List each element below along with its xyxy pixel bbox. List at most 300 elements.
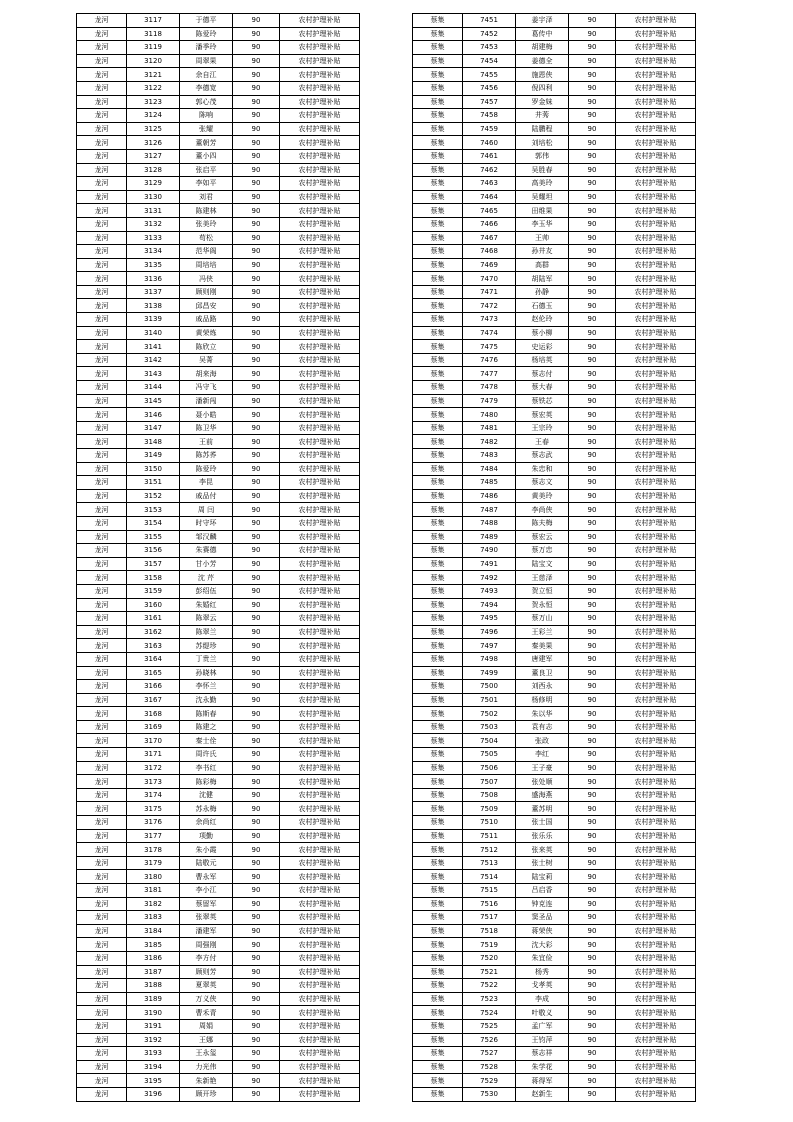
- name-cell: 王钧萍: [516, 1033, 569, 1047]
- amount-cell: 90: [569, 353, 616, 367]
- name-cell: 沈大彩: [516, 938, 569, 952]
- subsidy-type-cell: 农村护理补贴: [280, 911, 360, 925]
- subsidy-type-cell: 农村护理补贴: [280, 1074, 360, 1088]
- name-cell: 王宗玲: [516, 421, 569, 435]
- town-cell: 龙河: [77, 571, 127, 585]
- name-cell: 王永玺: [180, 1047, 233, 1061]
- table-row: [77, 285, 360, 299]
- amount-cell: 90: [569, 979, 616, 993]
- subsidy-type-cell: 农村护理补贴: [280, 435, 360, 449]
- number-cell: 3185: [127, 938, 180, 952]
- amount-cell: 90: [569, 149, 616, 163]
- name-cell: 李成: [516, 992, 569, 1006]
- town-cell: 蔡集: [413, 843, 463, 857]
- table-row: [413, 802, 696, 816]
- town-cell: 龙河: [77, 734, 127, 748]
- name-cell: 丁贵兰: [180, 652, 233, 666]
- town-cell: 蔡集: [413, 163, 463, 177]
- name-cell: 范华阁: [180, 245, 233, 259]
- table-row: [413, 1047, 696, 1061]
- number-cell: 3123: [127, 95, 180, 109]
- name-cell: 顾开珍: [180, 1087, 233, 1101]
- subsidy-type-cell: 农村护理补贴: [616, 163, 696, 177]
- number-cell: 3152: [127, 489, 180, 503]
- name-cell: 陈斯春: [180, 707, 233, 721]
- amount-cell: 90: [569, 1006, 616, 1020]
- number-cell: 7470: [463, 272, 516, 286]
- subsidy-type-cell: 农村护理补贴: [616, 340, 696, 354]
- table-row: [413, 381, 696, 395]
- number-cell: 7517: [463, 911, 516, 925]
- number-cell: 3160: [127, 598, 180, 612]
- subsidy-type-cell: 农村护理补贴: [280, 27, 360, 41]
- town-cell: 龙河: [77, 258, 127, 272]
- number-cell: 7526: [463, 1033, 516, 1047]
- name-cell: 冯侠: [180, 272, 233, 286]
- town-cell: 龙河: [77, 177, 127, 191]
- number-cell: 3163: [127, 639, 180, 653]
- subsidy-type-cell: 农村护理补贴: [616, 190, 696, 204]
- town-cell: 龙河: [77, 95, 127, 109]
- subsidy-type-cell: 农村护理补贴: [280, 81, 360, 95]
- name-cell: 王子豪: [516, 761, 569, 775]
- table-row: [77, 612, 360, 626]
- number-cell: 3136: [127, 272, 180, 286]
- table-body-right: [413, 14, 696, 1102]
- amount-cell: 90: [569, 734, 616, 748]
- town-cell: 龙河: [77, 1019, 127, 1033]
- subsidy-type-cell: 农村护理补贴: [616, 122, 696, 136]
- subsidy-type-cell: 农村护理补贴: [280, 557, 360, 571]
- subsidy-type-cell: 农村护理补贴: [280, 816, 360, 830]
- number-cell: 3184: [127, 924, 180, 938]
- name-cell: 郭伟: [516, 149, 569, 163]
- name-cell: 姜德全: [516, 54, 569, 68]
- town-cell: 蔡集: [413, 707, 463, 721]
- table-row: [77, 1087, 360, 1101]
- amount-cell: 90: [233, 734, 280, 748]
- town-cell: 蔡集: [413, 95, 463, 109]
- town-cell: 蔡集: [413, 136, 463, 150]
- number-cell: 7500: [463, 680, 516, 694]
- subsidy-type-cell: 农村护理补贴: [280, 856, 360, 870]
- town-cell: 蔡集: [413, 367, 463, 381]
- town-cell: 蔡集: [413, 122, 463, 136]
- town-cell: 蔡集: [413, 924, 463, 938]
- number-cell: 3117: [127, 14, 180, 28]
- subsidy-type-cell: 农村护理补贴: [616, 856, 696, 870]
- town-cell: 龙河: [77, 788, 127, 802]
- name-cell: 史运彩: [516, 340, 569, 354]
- town-cell: 龙河: [77, 326, 127, 340]
- town-cell: 蔡集: [413, 109, 463, 123]
- number-cell: 3124: [127, 109, 180, 123]
- number-cell: 3157: [127, 557, 180, 571]
- name-cell: 吴耀坦: [516, 190, 569, 204]
- name-cell: 余尚红: [180, 816, 233, 830]
- table-row: [413, 1087, 696, 1101]
- table-row: [77, 924, 360, 938]
- town-cell: 蔡集: [413, 598, 463, 612]
- name-cell: 张美玲: [180, 217, 233, 231]
- amount-cell: 90: [233, 163, 280, 177]
- amount-cell: 90: [233, 435, 280, 449]
- name-cell: 蔡留军: [180, 897, 233, 911]
- subsidy-type-cell: 农村护理补贴: [616, 476, 696, 490]
- name-cell: 李尚侠: [516, 503, 569, 517]
- amount-cell: 90: [569, 775, 616, 789]
- town-cell: 蔡集: [413, 489, 463, 503]
- number-cell: 7528: [463, 1060, 516, 1074]
- amount-cell: 90: [569, 285, 616, 299]
- number-cell: 3182: [127, 897, 180, 911]
- amount-cell: 90: [569, 462, 616, 476]
- table-row: [77, 680, 360, 694]
- table-row: [77, 1006, 360, 1020]
- name-cell: 吕启香: [516, 884, 569, 898]
- name-cell: 孟广军: [516, 1019, 569, 1033]
- amount-cell: 90: [569, 41, 616, 55]
- number-cell: 3158: [127, 571, 180, 585]
- subsidy-type-cell: 农村护理补贴: [280, 992, 360, 1006]
- table-row: [77, 435, 360, 449]
- town-cell: 龙河: [77, 109, 127, 123]
- number-cell: 3170: [127, 734, 180, 748]
- number-cell: 3192: [127, 1033, 180, 1047]
- number-cell: 7523: [463, 992, 516, 1006]
- town-cell: 蔡集: [413, 802, 463, 816]
- subsidy-type-cell: 农村护理补贴: [280, 1006, 360, 1020]
- table-row: [413, 81, 696, 95]
- subsidy-type-cell: 农村护理补贴: [616, 1087, 696, 1101]
- subsidy-type-cell: 农村护理补贴: [616, 516, 696, 530]
- number-cell: 7467: [463, 231, 516, 245]
- subsidy-type-cell: 农村护理补贴: [616, 1074, 696, 1088]
- name-cell: 蔡宏英: [516, 408, 569, 422]
- table-row: [77, 829, 360, 843]
- subsidy-type-cell: 农村护理补贴: [616, 1060, 696, 1074]
- number-cell: 7487: [463, 503, 516, 517]
- number-cell: 3133: [127, 231, 180, 245]
- number-cell: 7464: [463, 190, 516, 204]
- name-cell: 蔡万山: [516, 612, 569, 626]
- table-row: [413, 775, 696, 789]
- amount-cell: 90: [233, 557, 280, 571]
- table-row: [413, 992, 696, 1006]
- table-row: [413, 109, 696, 123]
- name-cell: 李如平: [180, 177, 233, 191]
- number-cell: 7505: [463, 748, 516, 762]
- number-cell: 7514: [463, 870, 516, 884]
- table-row: [413, 394, 696, 408]
- number-cell: 7469: [463, 258, 516, 272]
- table-row: [77, 707, 360, 721]
- town-cell: 龙河: [77, 924, 127, 938]
- town-cell: 蔡集: [413, 979, 463, 993]
- subsidy-type-cell: 农村护理补贴: [280, 924, 360, 938]
- subsidy-type-cell: 农村护理补贴: [280, 340, 360, 354]
- number-cell: 7510: [463, 816, 516, 830]
- amount-cell: 90: [233, 639, 280, 653]
- table-row: [413, 95, 696, 109]
- amount-cell: 90: [233, 802, 280, 816]
- subsidy-type-cell: 农村护理补贴: [280, 190, 360, 204]
- name-cell: 董朝芳: [180, 136, 233, 150]
- table-row: [413, 136, 696, 150]
- name-cell: 陈翠兰: [180, 625, 233, 639]
- town-cell: 龙河: [77, 449, 127, 463]
- name-cell: 倪四利: [516, 81, 569, 95]
- table-row: [413, 924, 696, 938]
- town-cell: 龙河: [77, 843, 127, 857]
- number-cell: 3131: [127, 204, 180, 218]
- town-cell: 龙河: [77, 435, 127, 449]
- amount-cell: 90: [569, 14, 616, 28]
- amount-cell: 90: [233, 1060, 280, 1074]
- table-row: [77, 489, 360, 503]
- name-cell: 沈永勤: [180, 693, 233, 707]
- subsidy-type-cell: 农村护理补贴: [280, 734, 360, 748]
- town-cell: 龙河: [77, 829, 127, 843]
- subsidy-type-cell: 农村护理补贴: [280, 1033, 360, 1047]
- subsidy-type-cell: 农村护理补贴: [280, 598, 360, 612]
- table-row: [77, 177, 360, 191]
- table-row: [77, 639, 360, 653]
- table-row: [413, 734, 696, 748]
- number-cell: 3142: [127, 353, 180, 367]
- name-cell: 顾则芳: [180, 965, 233, 979]
- name-cell: 夏翠英: [180, 979, 233, 993]
- table-row: [413, 843, 696, 857]
- number-cell: 3174: [127, 788, 180, 802]
- number-cell: 7465: [463, 204, 516, 218]
- amount-cell: 90: [569, 54, 616, 68]
- table-row: [77, 476, 360, 490]
- town-cell: 龙河: [77, 149, 127, 163]
- name-cell: 胡来海: [180, 367, 233, 381]
- name-cell: 秦士佺: [180, 734, 233, 748]
- table-row: [413, 680, 696, 694]
- number-cell: 7474: [463, 326, 516, 340]
- amount-cell: 90: [233, 54, 280, 68]
- table-row: [77, 516, 360, 530]
- table-row: [413, 14, 696, 28]
- amount-cell: 90: [233, 530, 280, 544]
- amount-cell: 90: [569, 856, 616, 870]
- number-cell: 7482: [463, 435, 516, 449]
- subsidy-type-cell: 农村护理补贴: [280, 951, 360, 965]
- number-cell: 7521: [463, 965, 516, 979]
- name-cell: 贺立恒: [516, 584, 569, 598]
- town-cell: 龙河: [77, 965, 127, 979]
- subsidy-type-cell: 农村护理补贴: [616, 938, 696, 952]
- table-row: [77, 503, 360, 517]
- table-row: [413, 462, 696, 476]
- amount-cell: 90: [569, 843, 616, 857]
- amount-cell: 90: [569, 340, 616, 354]
- number-cell: 3166: [127, 680, 180, 694]
- number-cell: 7459: [463, 122, 516, 136]
- town-cell: 蔡集: [413, 340, 463, 354]
- name-cell: 董良卫: [516, 666, 569, 680]
- name-cell: 陈建之: [180, 720, 233, 734]
- table-row: [413, 951, 696, 965]
- subsidy-type-cell: 农村护理补贴: [280, 367, 360, 381]
- town-cell: 蔡集: [413, 938, 463, 952]
- subsidy-type-cell: 农村护理补贴: [280, 503, 360, 517]
- name-cell: 杨培英: [516, 353, 569, 367]
- amount-cell: 90: [569, 394, 616, 408]
- amount-cell: 90: [569, 367, 616, 381]
- subsidy-type-cell: 农村护理补贴: [616, 217, 696, 231]
- town-cell: 龙河: [77, 516, 127, 530]
- table-row: [77, 530, 360, 544]
- amount-cell: 90: [233, 204, 280, 218]
- subsidy-type-cell: 农村护理补贴: [616, 965, 696, 979]
- subsidy-type-cell: 农村护理补贴: [616, 136, 696, 150]
- amount-cell: 90: [569, 612, 616, 626]
- town-cell: 龙河: [77, 353, 127, 367]
- name-cell: 贺永恒: [516, 598, 569, 612]
- name-cell: 陈响: [180, 109, 233, 123]
- amount-cell: 90: [233, 408, 280, 422]
- amount-cell: 90: [569, 299, 616, 313]
- number-cell: 3122: [127, 81, 180, 95]
- name-cell: 李昆: [180, 476, 233, 490]
- amount-cell: 90: [569, 530, 616, 544]
- number-cell: 7491: [463, 557, 516, 571]
- amount-cell: 90: [233, 693, 280, 707]
- subsidy-type-cell: 农村护理补贴: [280, 788, 360, 802]
- town-cell: 蔡集: [413, 231, 463, 245]
- number-cell: 7520: [463, 951, 516, 965]
- name-cell: 田维果: [516, 204, 569, 218]
- number-cell: 3144: [127, 381, 180, 395]
- number-cell: 3161: [127, 612, 180, 626]
- table-row: [77, 965, 360, 979]
- table-row: [413, 353, 696, 367]
- amount-cell: 90: [233, 1019, 280, 1033]
- town-cell: 龙河: [77, 761, 127, 775]
- number-cell: 7497: [463, 639, 516, 653]
- amount-cell: 90: [233, 680, 280, 694]
- town-cell: 龙河: [77, 938, 127, 952]
- town-cell: 蔡集: [413, 652, 463, 666]
- amount-cell: 90: [569, 449, 616, 463]
- table-row: [413, 979, 696, 993]
- amount-cell: 90: [233, 965, 280, 979]
- name-cell: 王前: [180, 435, 233, 449]
- subsidy-type-cell: 农村护理补贴: [616, 299, 696, 313]
- number-cell: 7486: [463, 489, 516, 503]
- amount-cell: 90: [569, 693, 616, 707]
- subsidy-type-cell: 农村护理补贴: [280, 68, 360, 82]
- town-cell: 蔡集: [413, 693, 463, 707]
- name-cell: 王帅: [516, 231, 569, 245]
- number-cell: 7516: [463, 897, 516, 911]
- subsidy-type-cell: 农村护理补贴: [280, 1047, 360, 1061]
- name-cell: 高美玲: [516, 177, 569, 191]
- name-cell: 周翠果: [180, 54, 233, 68]
- amount-cell: 90: [233, 816, 280, 830]
- town-cell: 龙河: [77, 163, 127, 177]
- table-row: [413, 856, 696, 870]
- number-cell: 3155: [127, 530, 180, 544]
- town-cell: 龙河: [77, 14, 127, 28]
- number-cell: 3149: [127, 449, 180, 463]
- table-row: [413, 163, 696, 177]
- name-cell: 刘培松: [516, 136, 569, 150]
- table-row: [413, 326, 696, 340]
- number-cell: 3171: [127, 748, 180, 762]
- table-row: [413, 204, 696, 218]
- subsidy-type-cell: 农村护理补贴: [616, 748, 696, 762]
- name-cell: 蔡志付: [516, 367, 569, 381]
- subsidy-type-cell: 农村护理补贴: [616, 421, 696, 435]
- subsidy-type-cell: 农村护理补贴: [280, 748, 360, 762]
- table-row: [413, 421, 696, 435]
- table-row: [77, 14, 360, 28]
- amount-cell: 90: [569, 557, 616, 571]
- town-cell: 蔡集: [413, 503, 463, 517]
- table-body-left: [77, 14, 360, 1102]
- subsidy-type-cell: 农村护理补贴: [616, 598, 696, 612]
- number-cell: 7473: [463, 313, 516, 327]
- amount-cell: 90: [569, 639, 616, 653]
- number-cell: 3193: [127, 1047, 180, 1061]
- name-cell: 杨修明: [516, 693, 569, 707]
- amount-cell: 90: [569, 1047, 616, 1061]
- amount-cell: 90: [569, 748, 616, 762]
- town-cell: 龙河: [77, 313, 127, 327]
- number-cell: 7498: [463, 652, 516, 666]
- name-cell: 胡建梅: [516, 41, 569, 55]
- table-row: [77, 979, 360, 993]
- table-row: [77, 856, 360, 870]
- name-cell: 苏缇珍: [180, 639, 233, 653]
- name-cell: 周 闫: [180, 503, 233, 517]
- number-cell: 7461: [463, 149, 516, 163]
- number-cell: 7512: [463, 843, 516, 857]
- name-cell: 周强刚: [180, 938, 233, 952]
- subsidy-type-cell: 农村护理补贴: [280, 109, 360, 123]
- amount-cell: 90: [233, 1006, 280, 1020]
- town-cell: 龙河: [77, 54, 127, 68]
- subsidy-type-cell: 农村护理补贴: [616, 816, 696, 830]
- subsidy-type-cell: 农村护理补贴: [616, 326, 696, 340]
- amount-cell: 90: [569, 951, 616, 965]
- name-cell: 施恩侠: [516, 68, 569, 82]
- subsidy-type-cell: 农村护理补贴: [616, 149, 696, 163]
- amount-cell: 90: [233, 652, 280, 666]
- name-cell: 陆宝莉: [516, 870, 569, 884]
- table-row: [413, 598, 696, 612]
- town-cell: 蔡集: [413, 1019, 463, 1033]
- name-cell: 钟克连: [516, 897, 569, 911]
- town-cell: 龙河: [77, 666, 127, 680]
- town-cell: 蔡集: [413, 584, 463, 598]
- subsidy-type-cell: 农村护理补贴: [616, 27, 696, 41]
- name-cell: 陈翠云: [180, 612, 233, 626]
- amount-cell: 90: [233, 748, 280, 762]
- table-row: [77, 217, 360, 231]
- amount-cell: 90: [233, 884, 280, 898]
- table-row: [77, 299, 360, 313]
- town-cell: 蔡集: [413, 992, 463, 1006]
- subsidy-type-cell: 农村护理补贴: [616, 367, 696, 381]
- number-cell: 3175: [127, 802, 180, 816]
- subsidy-type-cell: 农村护理补贴: [280, 489, 360, 503]
